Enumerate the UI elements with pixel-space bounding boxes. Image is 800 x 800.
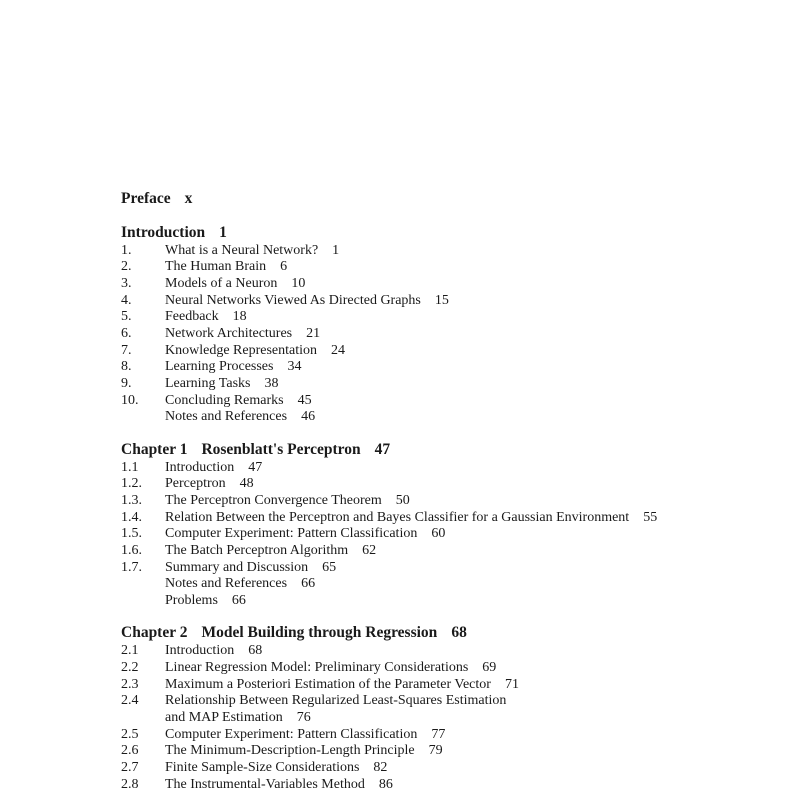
toc-entry-number: 1.4.: [121, 509, 142, 525]
toc-entry-page: 48: [239, 476, 254, 492]
toc-entry-title: Relation Between the Perceptron and Bayes Classifier for a Gaussian Environment: [165, 509, 630, 525]
toc-entry-title: What is a Neural Network?: [165, 242, 319, 258]
toc-entry: [121, 510, 781, 527]
toc-entry-title-group: [165, 376, 278, 393]
toc-entry-title-group: [165, 743, 443, 760]
toc-entry-page: 45: [297, 392, 312, 408]
toc-entry: [121, 460, 781, 477]
chapter1-page: 47: [374, 440, 391, 458]
toc-entry-title: Knowledge Representation: [165, 342, 318, 358]
toc-entry-title-group: [165, 643, 262, 660]
toc-entry-title: Learning Processes: [165, 359, 274, 375]
toc-entry: [121, 743, 781, 760]
toc-entry-title: Introduction: [165, 643, 235, 659]
toc-entry-number: 3.: [121, 275, 132, 291]
introduction-heading: [121, 223, 781, 243]
toc-entry-number: 2.1: [121, 643, 139, 659]
toc-entry-number: 10.: [121, 392, 139, 408]
chapter2-page: 68: [451, 624, 467, 642]
toc-entry-title: Notes and References: [165, 576, 288, 592]
toc-entry-page: 15: [434, 292, 449, 308]
toc-entry-page: 10: [291, 275, 306, 291]
toc-entry-title: The Minimum-Description-Length Principle: [165, 743, 415, 759]
toc-entry-title: Learning Tasks: [165, 376, 251, 391]
chapter1-entries: [121, 460, 781, 610]
toc-entry-page: 82: [373, 760, 388, 776]
toc-entry: [121, 660, 781, 677]
preface-heading: [121, 189, 781, 209]
toc-entry: [121, 777, 781, 794]
toc-entry-title: Feedback: [165, 309, 219, 325]
toc-entry: [121, 710, 781, 727]
toc-entry-title-group: [165, 359, 301, 376]
toc-entry-title-group: [165, 259, 287, 276]
toc-entry: [121, 243, 781, 260]
toc-entry-title-group: [165, 493, 410, 510]
toc-entry-page: 69: [482, 659, 497, 675]
toc-entry-page: 86: [378, 776, 393, 792]
toc-entry-page: 34: [287, 359, 302, 375]
chapter2-label: Chapter 2: [121, 624, 188, 642]
toc-entry: [121, 760, 781, 777]
toc-entry-title: Maximum a Posteriori Estimation of the Parameter Vector: [165, 676, 491, 692]
toc-entry-number: 1.6.: [121, 543, 142, 558]
chapter1-title: Rosenblatt's Perceptron: [201, 440, 361, 458]
toc-entry: [121, 476, 781, 493]
preface-title: Preface: [121, 190, 171, 207]
toc-entry-number: 1.5.: [121, 526, 142, 542]
toc-entry-page: 1: [332, 242, 340, 258]
toc-entry: [121, 727, 781, 744]
toc-entry-title-group: [165, 343, 345, 360]
toc-entry-number: 2.5: [121, 726, 139, 742]
toc-entry-title: Perceptron: [165, 476, 226, 492]
toc-entry-title-group: [165, 526, 445, 543]
chapter2-heading: [121, 623, 781, 643]
toc-entry-number: 4.: [121, 292, 132, 308]
toc-entry: [121, 576, 781, 593]
toc-entry: [121, 526, 781, 543]
toc-entry-number: 1.3.: [121, 492, 142, 508]
introduction-page: 1: [219, 223, 227, 241]
toc-entry-title: Models of a Neuron: [165, 275, 278, 291]
toc-entry-title: Summary and Discussion: [165, 559, 309, 575]
toc-entry-number: 2.6: [121, 743, 139, 759]
toc-entry-title-group: [165, 293, 449, 310]
toc-entry-number: 1.7.: [121, 559, 142, 575]
toc-entry-title: Network Architectures: [165, 325, 293, 341]
toc-entry-title: Problems: [165, 593, 218, 609]
toc-entry-title-group: [165, 460, 262, 477]
toc-entry-title: Finite Sample-Size Considerations: [165, 760, 360, 776]
toc-entry-title-group: [165, 593, 246, 610]
toc-entry-title-group: [165, 510, 657, 527]
toc-entry-page: 71: [504, 676, 519, 692]
toc-entry-title-group: [165, 309, 247, 326]
toc-entry: [121, 409, 781, 426]
toc-entry-title-group: [165, 677, 519, 694]
toc-entry: [121, 259, 781, 276]
toc-entry-title-group: [165, 409, 315, 426]
toc-entry-number: 2.8: [121, 776, 139, 792]
toc-entry-title-group: [165, 727, 445, 744]
toc-entry: [121, 359, 781, 376]
toc-entry-page: 38: [264, 376, 279, 391]
toc-entry-title-group: [165, 760, 387, 777]
toc-entry-number: 6.: [121, 325, 132, 341]
toc-entry-page: 6: [280, 259, 288, 275]
toc-entry-page: 55: [643, 509, 658, 525]
toc-entry: [121, 276, 781, 293]
toc-entry-title-group: [165, 777, 393, 794]
toc-entry-page: 46: [301, 409, 316, 425]
toc-entry-page: 62: [362, 543, 377, 558]
toc-entry-title: Notes and References: [165, 409, 288, 425]
toc-entry-page: 77: [431, 726, 446, 742]
toc-entry-title: Neural Networks Viewed As Directed Graphs: [165, 292, 421, 308]
toc-entry-title: The Batch Perceptron Algorithm: [165, 543, 349, 558]
chapter2-title: Model Building through Regression: [201, 624, 438, 642]
toc-entry: [121, 293, 781, 310]
table-of-contents: [121, 189, 781, 793]
toc-entry-title-group: [165, 393, 312, 410]
toc-entry-number: 2.3: [121, 676, 139, 692]
toc-entry-number: 8.: [121, 359, 132, 375]
toc-entry-title-group: [165, 693, 520, 710]
toc-entry: [121, 493, 781, 510]
toc-entry-page: 66: [231, 593, 246, 609]
introduction-entries: [121, 243, 781, 427]
toc-entry-title: Relationship Between Regularized Least-Squares Estimation: [165, 693, 507, 709]
toc-entry: [121, 393, 781, 410]
toc-entry-number: 2.2: [121, 659, 139, 675]
toc-entry-number: 2.7: [121, 760, 139, 776]
toc-entry-page: 47: [248, 459, 263, 475]
toc-entry-title-group: [165, 576, 315, 593]
toc-entry: [121, 309, 781, 326]
toc-entry-title: Linear Regression Model: Preliminary Considerations: [165, 659, 469, 675]
toc-entry-title: The Human Brain: [165, 259, 267, 275]
toc-entry: [121, 543, 781, 560]
toc-entry-number: 5.: [121, 309, 132, 325]
toc-entry-title-group: [165, 476, 254, 493]
preface-page: x: [184, 190, 193, 207]
toc-entry-page: 50: [395, 492, 410, 508]
toc-entry-page: 65: [322, 559, 337, 575]
toc-entry-title-group: [165, 326, 320, 343]
toc-entry: [121, 326, 781, 343]
toc-entry: [121, 693, 781, 710]
toc-entry-number: 1.2.: [121, 476, 142, 492]
toc-entry-title-group: [165, 560, 336, 577]
introduction-title: Introduction: [121, 223, 206, 241]
chapter1-heading: [121, 440, 781, 460]
toc-entry-number: 2.: [121, 259, 132, 275]
toc-entry-title-group: [165, 276, 305, 293]
toc-entry-title: Computer Experiment: Pattern Classification: [165, 726, 418, 742]
toc-entry-title-group: [165, 660, 496, 677]
toc-entry: [121, 643, 781, 660]
toc-entry: [121, 376, 781, 393]
toc-entry-title-group: [165, 710, 311, 727]
toc-entry: [121, 593, 781, 610]
toc-entry: [121, 343, 781, 360]
toc-entry-title: Computer Experiment: Pattern Classification: [165, 526, 418, 542]
toc-entry-page: 18: [232, 309, 247, 325]
toc-entry: [121, 677, 781, 694]
toc-entry-title: The Perceptron Convergence Theorem: [165, 492, 382, 508]
toc-entry: [121, 560, 781, 577]
chapter2-entries: [121, 643, 781, 793]
toc-entry-number: 1.1: [121, 459, 139, 475]
toc-entry-page: 60: [431, 526, 446, 542]
toc-entry-page: 66: [301, 576, 316, 592]
toc-entry-page: 79: [428, 743, 443, 759]
toc-entry-page: 21: [306, 325, 321, 341]
toc-entry-title: Concluding Remarks: [165, 392, 284, 408]
toc-entry-title: and MAP Estimation: [165, 710, 283, 725]
toc-entry-page: 76: [296, 710, 311, 725]
toc-entry-number: 9.: [121, 376, 132, 391]
toc-entry-page: 68: [248, 643, 263, 659]
toc-entry-title-group: [165, 543, 376, 560]
toc-entry-number: 2.4: [121, 693, 139, 709]
toc-entry-title: The Instrumental-Variables Method: [165, 776, 365, 792]
toc-entry-title-group: [165, 243, 339, 260]
chapter1-label: Chapter 1: [121, 440, 188, 458]
toc-entry-title: Introduction: [165, 459, 235, 475]
toc-entry-number: 1.: [121, 242, 132, 258]
toc-entry-number: 7.: [121, 342, 132, 358]
toc-entry-page: 24: [331, 342, 346, 358]
